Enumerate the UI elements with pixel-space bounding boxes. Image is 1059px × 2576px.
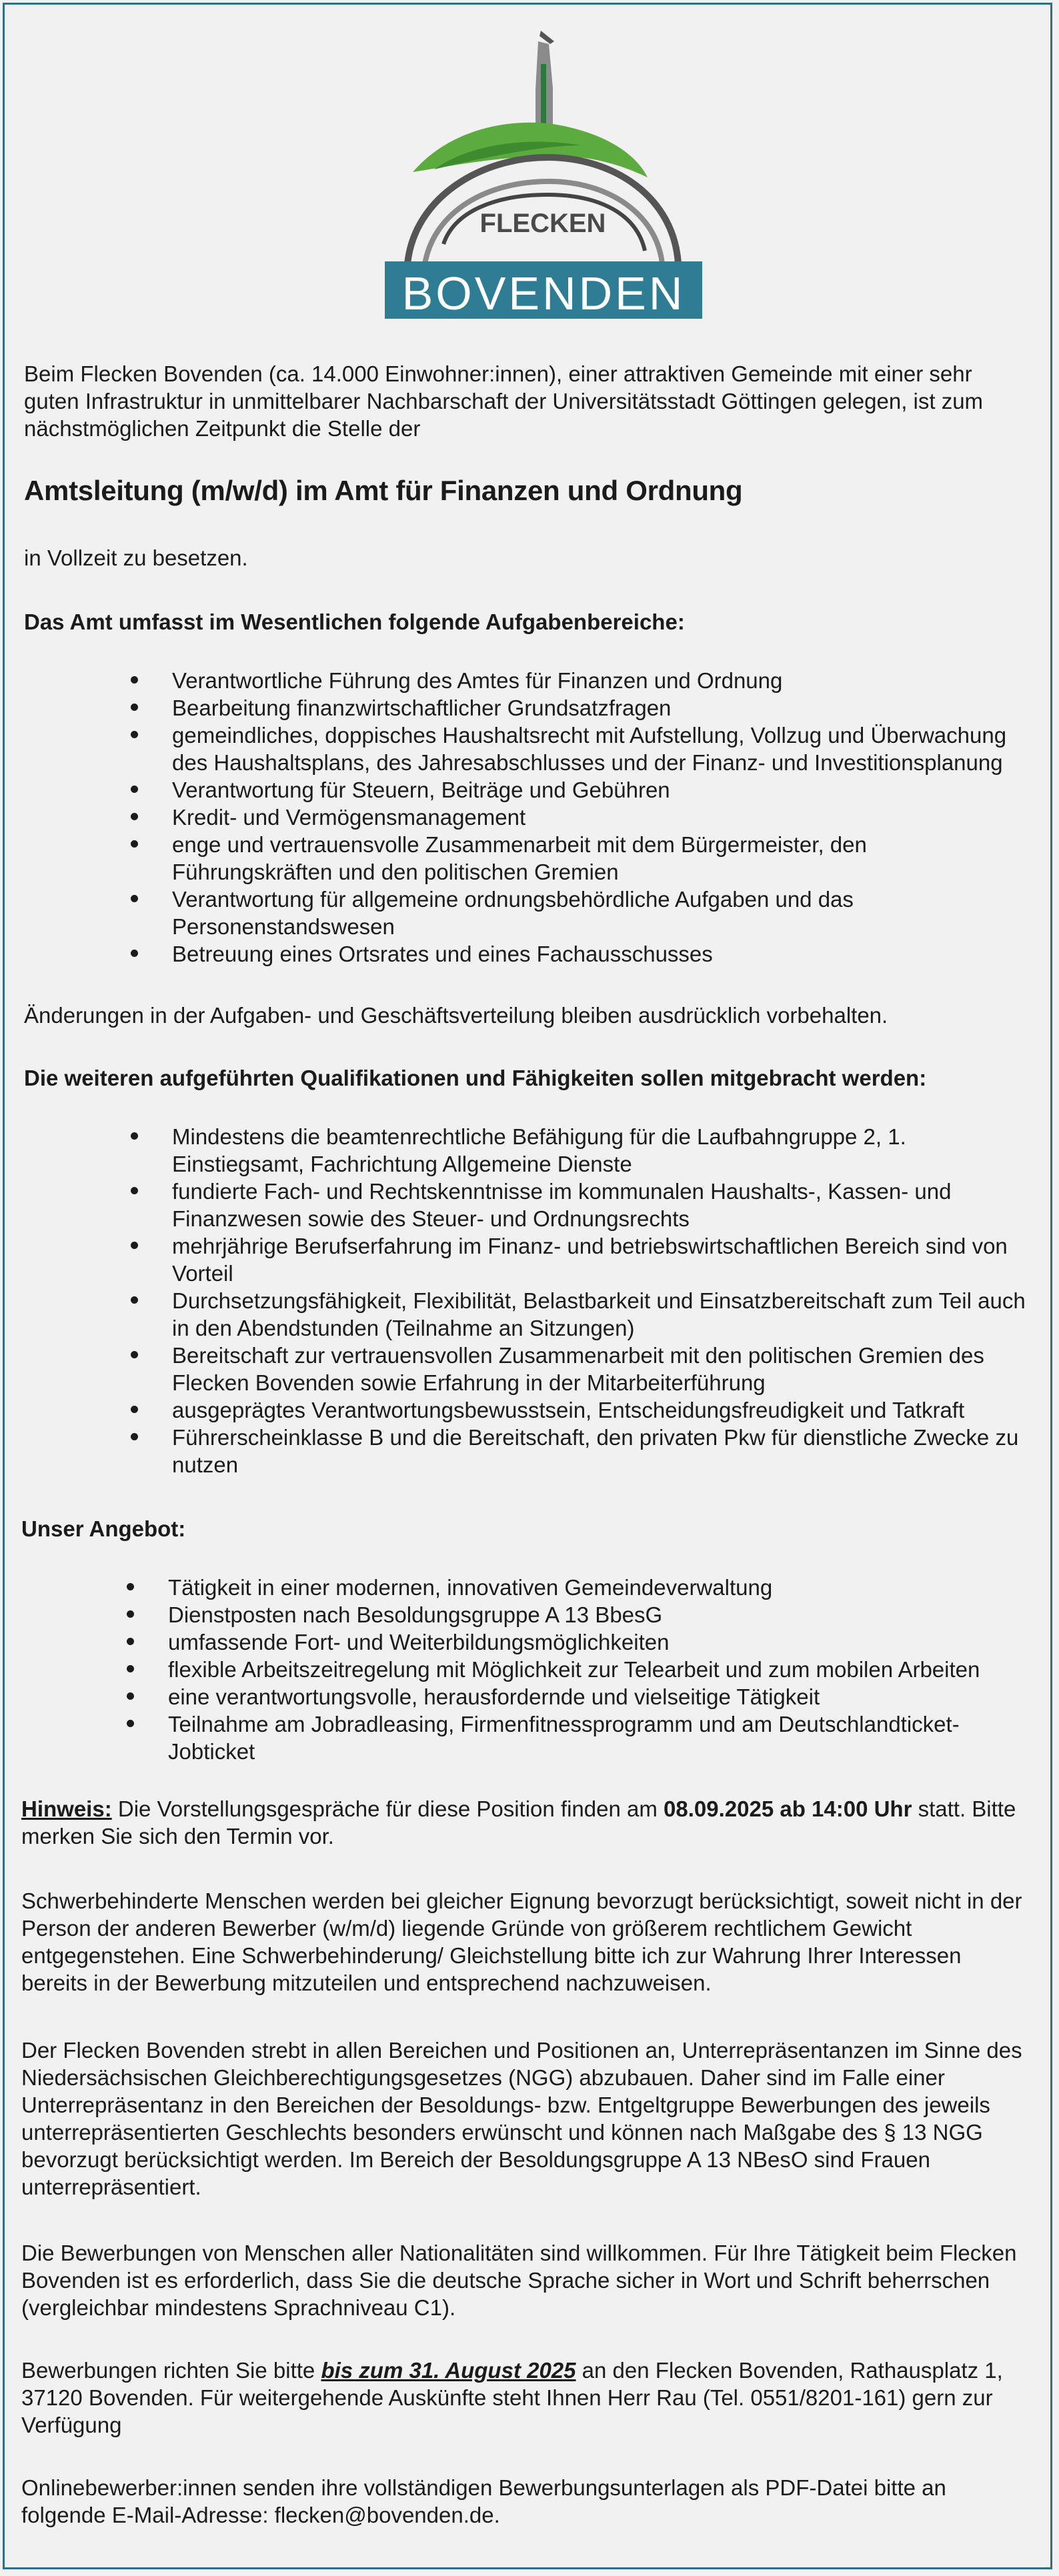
- bullet: [131, 1187, 138, 1194]
- list-item: eine verantwortungsvolle, herausfordernde und vielseitige Tätigkeit: [168, 1683, 1032, 1710]
- hint-paragraph: Hinweis: Die Vorstellungsgespräche für diese Position finden am 08.09.2025 ab 14:00 Uhr statt. Bitte merken Sie sich den Termin vor.: [21, 1796, 1016, 1848]
- bullet: [131, 895, 138, 902]
- list-item: gemeindliches, doppisches Haushaltsrecht mit Aufstellung, Vollzug und Überwachung des Haushaltsplans, des Jahresabschlusses und der Finanz- und Investitionsplanung: [172, 722, 1032, 776]
- bullet: [131, 1296, 138, 1304]
- list-item: Dienstposten nach Besoldungsgruppe A 13 BbesG: [168, 1601, 1032, 1628]
- list-item: Mindestens die beamtenrechtliche Befähigung für die Laufbahngruppe 2, 1. Einstiegsamt, Fachrichtung Allgemeine Dienste: [172, 1123, 1032, 1178]
- logo-text-flecken: FLECKEN: [479, 209, 606, 238]
- bullet: [131, 704, 138, 711]
- offer-heading: Unser Angebot:: [21, 1516, 186, 1541]
- list-item: ausgeprägtes Verantwortungsbewusstsein, Entscheidungsfreudigkeit und Tatkraft: [172, 1396, 1032, 1424]
- list-item: Teilnahme am Jobradleasing, Firmenfitnessprogramm und am Deutschlandticket-Jobticket: [168, 1710, 1032, 1765]
- fulltime-text: in Vollzeit zu besetzen.: [24, 545, 248, 570]
- list-item: Tätigkeit in einer modernen, innovativen Gemeindeverwaltung: [168, 1574, 1032, 1601]
- list-item: Verantwortliche Führung des Amtes für Finanzen und Ordnung: [172, 667, 1032, 694]
- list-item: Verantwortung für allgemeine ordnungsbehördliche Aufgaben und das Personenstandswesen: [172, 886, 1032, 940]
- list-item: Durchsetzungsfähigkeit, Flexibilität, Belastbarkeit und Einsatzbereitschaft zum Teil auch in den Abendstunden (Teilnahme an Sitzungen): [172, 1287, 1032, 1342]
- bullet: [127, 1692, 134, 1700]
- tasks-heading: Das Amt umfasst im Wesentlichen folgende Aufgabenbereiche:: [24, 609, 685, 634]
- online-paragraph: Onlinebewerber:innen senden ihre vollständigen Bewerbungsunterlagen als PDF-Datei bitte an folgende E-Mail-Adresse: flecken@bovenden.de.: [21, 2475, 946, 2527]
- bullet: [131, 813, 138, 820]
- list-item: mehrjährige Berufserfahrung im Finanz- und betriebswirtschaftlichen Bereich sind von Vorteil: [172, 1232, 1032, 1287]
- list-item: enge und vertrauensvolle Zusammenarbeit mit dem Bürgermeister, den Führungskräften und den politischen Gremien: [172, 831, 1032, 886]
- qualifications-heading: Die weiteren aufgeführten Qualifikationen und Fähigkeiten sollen mitgebracht werden:: [24, 1066, 927, 1090]
- list-item: Kredit- und Vermögensmanagement: [172, 804, 1032, 831]
- apply-paragraph: Bewerbungen richten Sie bitte bis zum 31. August 2025 an den Flecken Bovenden, Rathausplatz 1, 37120 Bovenden. Für weitergehende Auskünfte steht Ihnen Herr Rau (Tel. 0551/8201-161) gern zur Verfügung: [21, 2358, 1003, 2437]
- equality-paragraph: Der Flecken Bovenden strebt in allen Bereichen und Positionen an, Unterrepräsentanzen im Sinne des Niedersächsischen Gleichberechtigungsgesetzes (NGG) abzubauen. Daher sind im Falle einer Unterrepräsentanz in den Bereichen der Besoldungs- bzw. Entgeltgruppe Bewerbungen des jeweils unterrepräsentierten Geschlechts besonders erwünscht und können nach Maßgabe des § 13 NGG bevorzugt berücksichtigt werden. Im Bereich der Besoldungsgruppe A 13 NBesO sind Frauen unterrepräsentiert.: [21, 2038, 1022, 2199]
- qualifications-list: [172, 1123, 1032, 1478]
- bullet: [131, 840, 138, 848]
- list-item: Führerscheinklasse B und die Bereitschaft, den privaten Pkw für dienstliche Zwecke zu nutzen: [172, 1424, 1032, 1478]
- disability-paragraph: Schwerbehinderte Menschen werden bei gleicher Eignung bevorzugt berücksichtigt, soweit nicht in der Person der anderen Bewerber (w/m/d) liegende Gründe von größerem rechtlichem Gewicht entgegenstehen. Eine Schwerbehinderung/ Gleichstellung bitte ich zur Wahrung Ihrer Interessen bereits in der Bewerbung mitzuteilen und entsprechend nachzuweisen.: [21, 1888, 1022, 1995]
- bullet: [131, 950, 138, 957]
- offer-list: [168, 1574, 1032, 1765]
- interview-date: 08.09.2025 ab 14:00 Uhr: [664, 1796, 912, 1821]
- application-deadline: bis zum 31. August 2025: [321, 2358, 576, 2383]
- bullet: [127, 1665, 134, 1672]
- logo-text-bovenden: BOVENDEN: [401, 267, 686, 319]
- bullet: [131, 1242, 138, 1249]
- bullet: [131, 786, 138, 793]
- list-item: Verantwortung für Steuern, Beiträge und Gebühren: [172, 776, 1032, 804]
- bullet: [131, 1406, 138, 1413]
- logo-tower-detail: [541, 64, 546, 124]
- bullet: [127, 1610, 134, 1618]
- logo-tower-top: [540, 31, 554, 44]
- tasks-note: Änderungen in der Aufgaben- und Geschäftsverteilung bleiben ausdrücklich vorbehalten.: [24, 1003, 888, 1028]
- bullet: [131, 1132, 138, 1140]
- list-item: Bereitschaft zur vertrauensvollen Zusammenarbeit mit den politischen Gremien des Flecken Bovenden sowie Erfahrung in der Mitarbeiterführung: [172, 1342, 1032, 1396]
- bullet: [127, 1638, 134, 1645]
- job-title: Amtsleitung (m/w/d) im Amt für Finanzen und Ordnung: [24, 475, 743, 506]
- nationality-paragraph: Die Bewerbungen von Menschen aller Nationalitäten sind willkommen. Für Ihre Tätigkeit beim Flecken Bovenden ist es erforderlich, dass Sie die deutsche Sprache sicher in Wort und Schrift beherrschen (vergleichbar mindestens Sprachniveau C1).: [21, 2241, 1017, 2320]
- hint-label: Hinweis:: [21, 1796, 112, 1821]
- list-item: umfassende Fort- und Weiterbildungsmöglichkeiten: [168, 1628, 1032, 1656]
- bullet: [131, 676, 138, 684]
- bullet: [131, 731, 138, 738]
- list-item: Bearbeitung finanzwirtschaftlicher Grundsatzfragen: [172, 694, 1032, 722]
- list-item: flexible Arbeitszeitregelung mit Möglichkeit zur Telearbeit und zum mobilen Arbeiten: [168, 1656, 1032, 1683]
- tasks-list: [172, 667, 1032, 968]
- bullet: [131, 1433, 138, 1440]
- bullet: [131, 1351, 138, 1358]
- bullet: [127, 1583, 134, 1590]
- list-item: fundierte Fach- und Rechtskenntnisse im kommunalen Haushalts-, Kassen- und Finanzwesen sowie des Steuer- und Ordnungsrechts: [172, 1178, 1032, 1232]
- list-item: Betreuung eines Ortsrates und eines Fachausschusses: [172, 940, 1032, 968]
- intro-paragraph: Beim Flecken Bovenden (ca. 14.000 Einwohner:innen), einer attraktiven Gemeinde mit einer sehr guten Infrastruktur in unmittelbarer Nachbarschaft der Universitätsstadt Göttingen gelegen, ist zum nächstmöglichen Zeitpunkt die Stelle der: [24, 361, 984, 441]
- flecken-bovenden-logo: [381, 24, 705, 325]
- bullet: [127, 1720, 134, 1727]
